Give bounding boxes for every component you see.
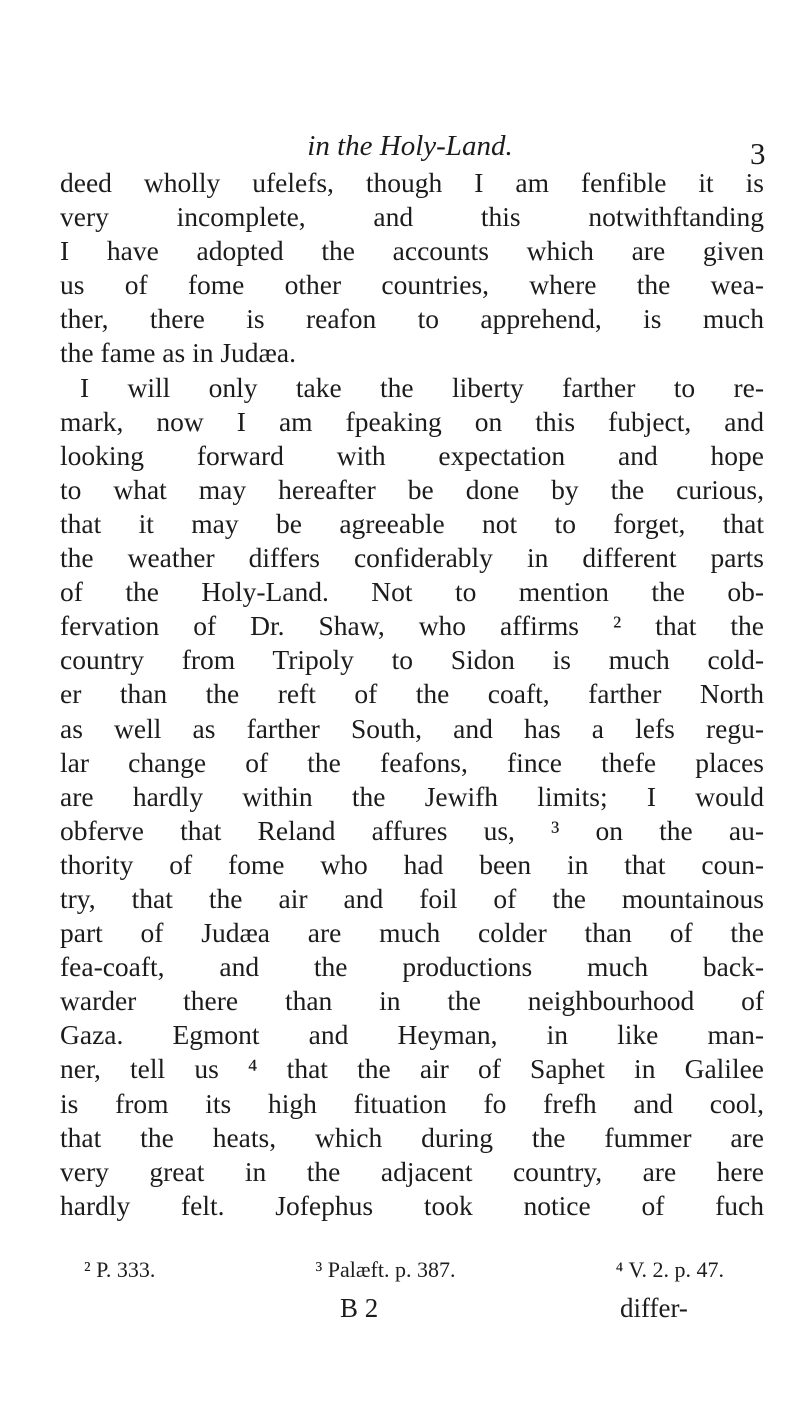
text-line: fervation of Dr. Shaw, who affirms ² that the [60, 610, 764, 642]
text-line: I have adopted the accounts which are given [60, 235, 764, 267]
catchword: differ- [620, 1293, 688, 1323]
text-line: that the heats, which during the fummer are [60, 1121, 764, 1153]
text-line: lar change of the feafons, fince thefe places [60, 746, 764, 778]
footnote: ⁴ V. 2. p. 47. [615, 1257, 724, 1282]
text-line: is from its high fituation fo frefh and cool, [60, 1087, 764, 1119]
footnote: ² P. 333. [84, 1257, 156, 1282]
footnotes [84, 1256, 724, 1284]
page-number: 3 [750, 136, 766, 171]
text-line: that it may be agreeable not to forget, that [60, 507, 764, 539]
text-line: the fame as in Judæa. [60, 337, 296, 369]
running-title: in the Holy-Land. [307, 130, 513, 162]
text-line: to what may hereafter be done by the curious, [60, 473, 764, 505]
text-line: part of Judæa are much colder than of the [60, 917, 764, 949]
text-line: looking forward with expectation and hope [60, 439, 764, 471]
text-line: very incomplete, and this notwithftanding [60, 201, 764, 233]
running-head [0, 128, 801, 171]
text-line: the weather differs confiderably in different parts [60, 542, 764, 574]
text-line: of the Holy-Land. Not to mention the ob- [60, 576, 764, 608]
text-line: mark, now I am fpeaking on this fubject, and [60, 405, 764, 437]
text-line: country from Tripoly to Sidon is much cold- [60, 644, 764, 676]
text-line: are hardly within the Jewifh limits; I would [60, 780, 764, 812]
text-line: as well as farther South, and has a lefs regu- [60, 712, 764, 744]
page-footer [0, 1290, 801, 1326]
text-line: deed wholly ufelefs, though I am fenfible it is [60, 167, 764, 198]
footnote: ³ Palæft. p. 387. [315, 1257, 456, 1282]
text-line: thority of fome who had been in that coun- [60, 848, 764, 880]
text-line: er than the reft of the coaft, farther North [60, 678, 764, 710]
text-line: try, that the air and foil of the mountainous [60, 882, 764, 914]
text-line: I will only take the liberty farther to re- [80, 371, 764, 403]
text-line: us of fome other countries, where the wea- [60, 269, 764, 301]
signature-mark: B 2 [340, 1293, 379, 1323]
text-line: Gaza. Egmont and Heyman, in like man- [60, 1019, 764, 1051]
text-line: ther, there is reafon to apprehend, is much [60, 303, 764, 335]
text-line: warder there than in the neighbourhood of [60, 985, 764, 1017]
text-line: hardly felt. Jofephus took notice of fuch [60, 1189, 764, 1221]
text-line: fea-coaft, and the productions much back- [60, 951, 764, 983]
text-line: obferve that Reland affures us, ³ on the au- [60, 814, 764, 846]
body-text [60, 166, 764, 1223]
text-line: ner, tell us ⁴ that the air of Saphet in Galilee [60, 1053, 764, 1085]
text-line: very great in the adjacent country, are here [60, 1155, 764, 1187]
